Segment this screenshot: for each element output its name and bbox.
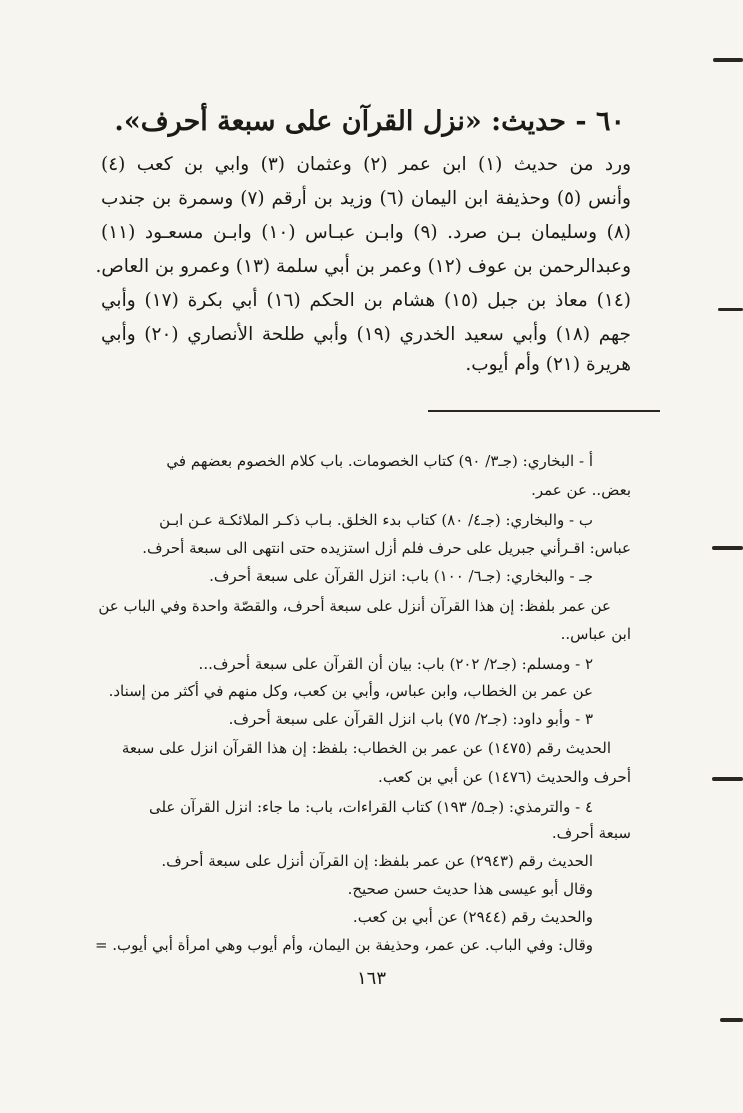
footnote-line: بعض.. عن عمر. (531, 481, 631, 499)
body-line: وأنس (٥) وحذيفة ابن اليمان (٦) وزيد بن أرقم (٧) وسمرة بن جندب (101, 188, 631, 209)
footnote-line: وقال: وفي الباب. عن عمر، وحذيفة بن اليمان، وأم أيوب وهي امرأة أبي أيوب. = (94, 936, 593, 954)
footnote-line: وقال أبو عيسى هذا حديث حسن صحيح. (347, 880, 593, 898)
footnote-line: أحرف والحديث (١٤٧٦) عن أبي بن كعب. (378, 768, 631, 786)
page-edge-mark (713, 58, 743, 62)
body-line: هريرة (٢١) وأم أيوب. (465, 354, 631, 375)
page-edge-mark (720, 1018, 743, 1022)
page-edge-mark (712, 546, 743, 550)
hadith-heading: ٦٠ - حديث: «نزل القرآن على سبعة أحرف». (114, 106, 625, 137)
footnote-line: عن عمر بن الخطاب، وابن عباس، وأبي بن كعب، وكل منهم في أكثر من إسناد. (108, 682, 593, 700)
footnote-line: سبعة أحرف. (551, 824, 631, 842)
body-line: (٨) وسليمان بـن صرد. (٩) وابـن عبـاس (١٠) وابـن مسعـود (١١) (101, 222, 631, 243)
footnote-line: ٣ - وأبو داود: (جـ٢/ ٧٥) باب انزل القرآن على سبعة أحرف. (228, 710, 593, 728)
body-line: وعبدالرحمن بن عوف (١٢) وعمر بن أبي سلمة (١٣) وعمرو بن العاص. (95, 256, 631, 277)
page-edge-mark (712, 777, 743, 781)
footnote-line: ابن عباس.. (560, 625, 631, 643)
footnote-line: ب - والبخاري: (جـ٤/ ٨٠) كتاب بدء الخلق. بـاب ذكـر الملائكـة عـن ابـن (159, 511, 593, 529)
footnote-line: ٤ - والترمذي: (جـ٥/ ١٩٣) كتاب القراءات، باب: ما جاء: انزل القرآن على (148, 798, 593, 816)
footnote-line: أ - البخاري: (جـ٣/ ٩٠) كتاب الخصومات. باب كلام الخصوم بعضهم في (166, 452, 593, 470)
footnote-line: الحديث رقم (١٤٧٥) عن عمر بن الخطاب: بلفظ: إن هذا القرآن انزل على سبعة (121, 739, 611, 757)
body-line: ورد من حديث (١) ابن عمر (٢) وعثمان (٣) وابي بن كعب (٤) (101, 154, 631, 175)
page-edge-mark (718, 308, 743, 311)
body-line: (١٤) معاذ بن جبل (١٥) هشام بن الحكم (١٦) أبي بكرة (١٧) وأبي (101, 290, 631, 311)
footnote-divider (428, 410, 660, 412)
page-number: ١٦٣ (356, 968, 386, 989)
footnote-line: عن عمر بلفظ: إن هذا القرآن أنزل على سبعة أحرف، والقصّة واحدة وفي الباب عن (98, 597, 611, 615)
body-line: جهم (١٨) وأبي سعيد الخدري (١٩) وأبي طلحة الأنصاري (٢٠) وأبي (101, 324, 631, 345)
footnote-line: الحديث رقم (٢٩٤٣) عن عمر بلفظ: إن القرآن أنزل على سبعة أحرف. (161, 852, 593, 870)
footnote-line: جـ - والبخاري: (جـ٦/ ١٠٠) باب: انزل القرآن على سبعة أحرف. (209, 567, 593, 585)
footnote-line: ٢ - ومسلم: (جـ٢/ ٢٠٢) باب: بيان أن القرآن على سبعة أحرف... (198, 655, 593, 673)
footnote-line: والحديث رقم (٢٩٤٤) عن أبي بن كعب. (352, 908, 593, 926)
footnote-line: عباس: اقـرأني جبريل على حرف فلم أزل استزيده حتى انتهى الى سبعة أحرف. (142, 539, 631, 557)
